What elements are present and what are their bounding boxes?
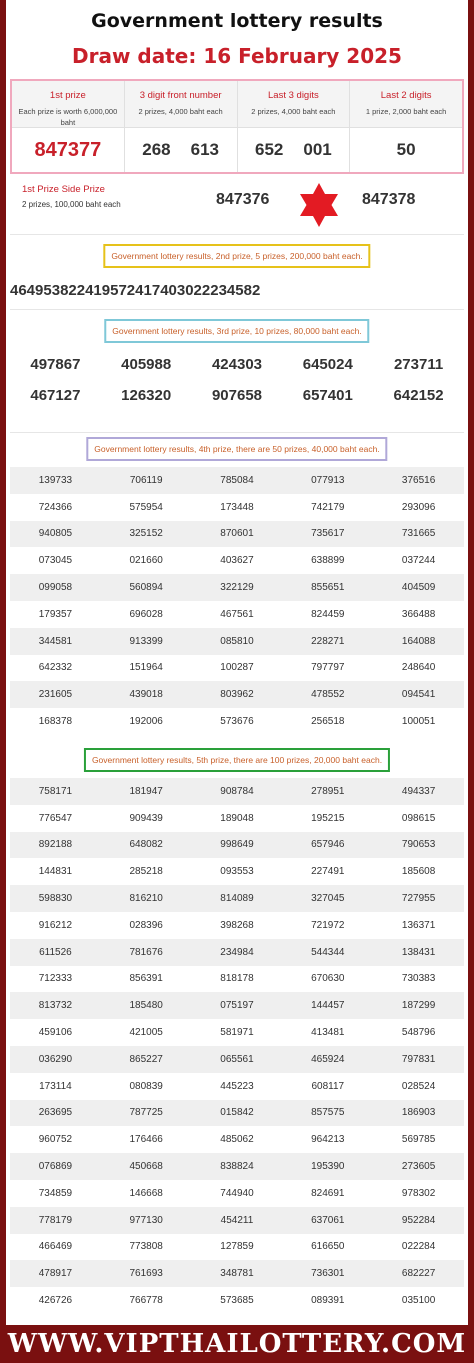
- last3-label: Last 3 digits: [268, 90, 319, 101]
- prize-number: 426726: [38, 1295, 73, 1307]
- prize-number: 706119: [129, 474, 163, 486]
- table-row: [10, 681, 464, 708]
- number-row: [10, 356, 464, 373]
- prize-number: 560894: [129, 582, 163, 594]
- prize-number: 497867: [30, 356, 81, 373]
- table-row: [10, 1180, 464, 1207]
- last3-number: 001: [303, 140, 332, 159]
- prize-number: 421005: [129, 1027, 163, 1039]
- last2-number: 50: [396, 140, 416, 159]
- prize-number: 327045: [311, 893, 345, 905]
- prize4-table: [10, 467, 464, 735]
- front3-label: 3 digit front number: [139, 90, 222, 101]
- draw-date: Draw date: 16 February 2025: [72, 44, 402, 68]
- prize-number: 127859: [220, 1241, 254, 1253]
- prize-number: 151964: [129, 662, 163, 674]
- side-prize-desc: 2 prizes, 100,000 baht each: [22, 200, 121, 209]
- prize-number: 256518: [311, 716, 345, 728]
- prize-number: 413481: [311, 1027, 345, 1039]
- prize-number: 248640: [401, 662, 436, 674]
- table-row: [10, 628, 464, 655]
- prize-number: 977130: [129, 1214, 163, 1226]
- prize-number: 616650: [311, 1241, 345, 1253]
- prize-number: 485062: [220, 1134, 254, 1146]
- prize-number: 173448: [220, 501, 254, 513]
- prize-number: 908784: [220, 785, 254, 797]
- prize-number: 857575: [311, 1107, 345, 1119]
- page-title: Government lottery results: [91, 10, 383, 32]
- prize-number: 139733: [38, 474, 73, 486]
- front3-desc: 2 prizes, 4,000 baht each: [138, 107, 223, 116]
- prize-number: 037244: [401, 555, 436, 567]
- table-row: [10, 601, 464, 628]
- prize-number: 195390: [311, 1161, 345, 1173]
- prize-number: 790653: [401, 839, 436, 851]
- prize-number: 744940: [220, 1187, 254, 1199]
- prize-number: 814089: [220, 893, 254, 905]
- last3-desc: 2 prizes, 4,000 baht each: [251, 107, 336, 116]
- prize-number: 036290: [38, 1053, 73, 1065]
- prize-number: 176466: [129, 1134, 163, 1146]
- prize-number: 940805: [38, 528, 73, 540]
- prize-number: 028524: [401, 1080, 436, 1092]
- prize-number: 892188: [38, 839, 73, 851]
- prize-number: 234984: [220, 946, 254, 958]
- prize-number: 978302: [401, 1187, 436, 1199]
- prize3-numbers: [10, 356, 464, 404]
- prize-number: 021660: [129, 555, 163, 567]
- main-prizes-table: [10, 79, 464, 174]
- prize5-banner: Government lottery results, 5th prize, there are 100 prizes, 20,000 baht each.: [84, 748, 390, 772]
- prize-number: 730383: [401, 973, 436, 985]
- prize-number: 813732: [38, 1000, 73, 1012]
- front3-number: 613: [190, 140, 219, 159]
- prize-number: 734859: [38, 1187, 73, 1199]
- prize-number: 478552: [311, 689, 345, 701]
- prize-number: 797797: [311, 662, 345, 674]
- side-prize-number: 847378: [362, 191, 416, 208]
- prize-number: 909439: [129, 812, 163, 824]
- prize-number: 185480: [129, 1000, 163, 1012]
- table-row: [10, 1126, 464, 1153]
- prize-number: 186903: [401, 1107, 436, 1119]
- prize-number: 398268: [220, 919, 254, 931]
- prize-number: 742179: [311, 501, 345, 513]
- prize-number: 187299: [401, 1000, 436, 1012]
- prize-number: 144831: [38, 866, 73, 878]
- prize-number: 766778: [129, 1295, 163, 1307]
- prize2-banner: Government lottery results, 2nd prize, 5 prizes, 200,000 baht each.: [103, 244, 370, 268]
- prize-number: 231605: [38, 689, 73, 701]
- table-row: [10, 1207, 464, 1234]
- prize-number: 164088: [401, 635, 436, 647]
- prize-number: 138431: [401, 946, 436, 958]
- prize-number: 293096: [401, 501, 436, 513]
- prize-number: 724366: [38, 501, 73, 513]
- prize-number: 273605: [401, 1161, 436, 1173]
- prize-number: 076869: [38, 1161, 73, 1173]
- prize-number: 278951: [311, 785, 345, 797]
- table-row: [10, 832, 464, 859]
- prize-number: 838824: [220, 1161, 254, 1173]
- prize-number: 573685: [220, 1295, 254, 1307]
- divider: [10, 309, 464, 310]
- table-row: [10, 805, 464, 832]
- first-prize-label: 1st prize: [49, 90, 86, 101]
- table-row: [10, 655, 464, 682]
- prize-number: 144457: [311, 1000, 345, 1012]
- prize-number: 611526: [39, 946, 72, 958]
- prize-number: 075197: [220, 1000, 254, 1012]
- prize-number: 285218: [129, 866, 163, 878]
- prize-number: 100287: [220, 662, 254, 674]
- table-row: [10, 1287, 464, 1314]
- star-icon: [296, 182, 342, 228]
- table-row: [10, 1019, 464, 1046]
- prize-number: 089391: [311, 1295, 345, 1307]
- prize-number: 077913: [311, 474, 345, 486]
- prize-number: 179357: [38, 608, 73, 620]
- prize-number: 696028: [129, 608, 163, 620]
- prize-number: 816210: [129, 893, 163, 905]
- prize-number: 146668: [129, 1187, 163, 1199]
- prize-number: 424303: [211, 356, 263, 373]
- prize-number: 227491: [311, 866, 345, 878]
- prize-number: 366488: [401, 608, 436, 620]
- prize-number: 100051: [401, 716, 436, 728]
- prize-number: 822419: [60, 282, 111, 299]
- prize-number: 189048: [220, 812, 254, 824]
- table-row: [10, 547, 464, 574]
- table-row: [10, 1153, 464, 1180]
- prize-number: 035100: [401, 1295, 436, 1307]
- table-row: [10, 574, 464, 601]
- prize-number: 787725: [129, 1107, 163, 1119]
- prize-number: 818178: [220, 973, 254, 985]
- prize-number: 735617: [311, 528, 345, 540]
- prize3-banner: Government lottery results, 3rd prize, 10 prizes, 80,000 baht each.: [104, 319, 369, 343]
- prize-number: 181947: [129, 785, 163, 797]
- prize-number: 575954: [129, 501, 163, 513]
- prize-number: 785084: [220, 474, 254, 486]
- prize-number: 581971: [220, 1027, 254, 1039]
- prize-number: 022284: [401, 1241, 436, 1253]
- divider: [10, 234, 464, 235]
- prize-number: 494337: [401, 785, 436, 797]
- prize-number: 168378: [38, 716, 73, 728]
- table-row: [10, 1234, 464, 1261]
- prize-number: 781676: [129, 946, 163, 958]
- table-row: [10, 494, 464, 521]
- table-row: [10, 992, 464, 1019]
- prize-number: 803962: [220, 689, 254, 701]
- prize-number: 403022: [160, 282, 211, 299]
- prize-number: 797831: [401, 1053, 436, 1065]
- prize-number: 856391: [129, 973, 163, 985]
- prize-number: 093553: [220, 866, 254, 878]
- last2-desc: 1 prize, 2,000 baht each: [365, 107, 447, 116]
- divider: [10, 432, 464, 433]
- prize-number: 670630: [311, 973, 345, 985]
- prize-number: 731665: [401, 528, 436, 540]
- table-row: [10, 521, 464, 548]
- prize-number: 376516: [401, 474, 436, 486]
- prize-number: 824459: [311, 608, 345, 620]
- prize-number: 098615: [401, 812, 436, 824]
- prize-number: 727955: [401, 893, 436, 905]
- prize-number: 263695: [38, 1107, 73, 1119]
- front3-number: 268: [142, 140, 171, 159]
- prize-number: 459106: [38, 1027, 73, 1039]
- table-row: [10, 1046, 464, 1073]
- prize-number: 573676: [220, 716, 254, 728]
- table-row: [10, 966, 464, 993]
- prize-number: 761693: [129, 1268, 163, 1280]
- prize-number: 642152: [393, 387, 444, 404]
- prize-number: 870601: [220, 528, 254, 540]
- number-row: [10, 387, 464, 404]
- prize-number: 454211: [220, 1214, 254, 1226]
- number-row: [10, 282, 260, 299]
- prize-number: 405988: [121, 356, 172, 373]
- table-row: [10, 885, 464, 912]
- table-row: [10, 467, 464, 494]
- prize-number: 015842: [220, 1107, 254, 1119]
- site-footer: WWW.VIPTHAILOTTERY.COM: [0, 1325, 474, 1363]
- table-row: [10, 708, 464, 735]
- table-row: [10, 939, 464, 966]
- prize-number: 736301: [311, 1268, 345, 1280]
- first-prize-number: 847377: [34, 138, 102, 161]
- prize-number: 136371: [401, 919, 436, 931]
- last2-cell: [350, 81, 462, 172]
- prize-number: 065561: [220, 1053, 254, 1065]
- prize-number: 465924: [311, 1053, 345, 1065]
- prize-number: 234582: [210, 282, 261, 299]
- table-row: [10, 778, 464, 805]
- prize-number: 758171: [38, 785, 73, 797]
- table-row: [10, 1260, 464, 1287]
- prize-number: 916212: [38, 919, 73, 931]
- prize-number: 572417: [110, 282, 161, 299]
- prize-number: 273711: [393, 356, 444, 373]
- table-row: [10, 1073, 464, 1100]
- prize-number: 464953: [10, 282, 61, 299]
- prize-number: 648082: [129, 839, 163, 851]
- prize-number: 478917: [38, 1268, 73, 1280]
- table-row: [10, 1100, 464, 1127]
- prize-number: 865227: [129, 1053, 163, 1065]
- prize-number: 466469: [38, 1241, 73, 1253]
- prize-number: 028396: [129, 919, 163, 931]
- prize-number: 348781: [220, 1268, 254, 1280]
- prize-number: 998649: [220, 839, 254, 851]
- prize-number: 450668: [129, 1161, 163, 1173]
- prize-number: 598830: [38, 893, 73, 905]
- prize-number: 085810: [220, 635, 254, 647]
- table-row: [10, 912, 464, 939]
- prize-number: 445223: [220, 1080, 254, 1092]
- prize-number: 682227: [401, 1268, 436, 1280]
- prize-number: 192006: [129, 716, 163, 728]
- last2-label: Last 2 digits: [380, 90, 432, 101]
- prize-number: 322129: [220, 582, 254, 594]
- prize-number: 642332: [38, 662, 73, 674]
- prize-number: 173114: [39, 1080, 72, 1092]
- prize-number: 712333: [38, 973, 73, 985]
- prize-number: 952284: [401, 1214, 436, 1226]
- prize-number: 608117: [311, 1080, 345, 1092]
- prize-number: 855651: [311, 582, 345, 594]
- last3-cell: [238, 81, 351, 172]
- prize-number: 195215: [311, 812, 345, 824]
- prize-number: 544344: [311, 946, 345, 958]
- prize-number: 913399: [129, 635, 163, 647]
- side-prize-label: 1st Prize Side Prize: [22, 184, 105, 195]
- prize-number: 721972: [311, 919, 345, 931]
- prize-number: 657946: [311, 839, 345, 851]
- prize5-table: [10, 778, 464, 1314]
- prize-number: 637061: [311, 1214, 345, 1226]
- prize-number: 778179: [38, 1214, 73, 1226]
- prize-number: 569785: [401, 1134, 436, 1146]
- prize-number: 403627: [220, 555, 254, 567]
- prize-number: 073045: [38, 555, 73, 567]
- prize-number: 099058: [38, 582, 73, 594]
- prize-number: 126320: [121, 387, 172, 404]
- prize-number: 467127: [30, 387, 81, 404]
- prize-number: 228271: [311, 635, 345, 647]
- first-prize-cell: [12, 81, 125, 172]
- prize-number: 960752: [38, 1134, 73, 1146]
- last3-number: 652: [255, 140, 284, 159]
- prize-number: 638899: [311, 555, 345, 567]
- first-prize-desc: Each prize is worth 6,000,000 baht: [18, 107, 118, 127]
- prize-number: 964213: [311, 1134, 345, 1146]
- prize-number: 439018: [129, 689, 163, 701]
- prize4-banner: Government lottery results, 4th prize, there are 50 prizes, 40,000 baht each.: [86, 437, 387, 461]
- table-row: [10, 858, 464, 885]
- prize-number: 645024: [302, 356, 353, 373]
- prize2-numbers: [10, 282, 464, 299]
- prize-number: 185608: [401, 866, 436, 878]
- prize-number: 080839: [129, 1080, 163, 1092]
- front3-cell: [125, 81, 238, 172]
- prize-number: 094541: [401, 689, 436, 701]
- prize-number: 657401: [302, 387, 353, 404]
- prize-number: 907658: [211, 387, 263, 404]
- prize-number: 824691: [311, 1187, 345, 1199]
- prize-number: 548796: [401, 1027, 436, 1039]
- prize-number: 344581: [38, 635, 73, 647]
- prize-number: 776547: [38, 812, 73, 824]
- prize-number: 467561: [220, 608, 254, 620]
- prize-number: 404509: [401, 582, 436, 594]
- side-prize-number: 847376: [216, 191, 270, 208]
- prize-number: 773808: [129, 1241, 163, 1253]
- prize-number: 325152: [129, 528, 163, 540]
